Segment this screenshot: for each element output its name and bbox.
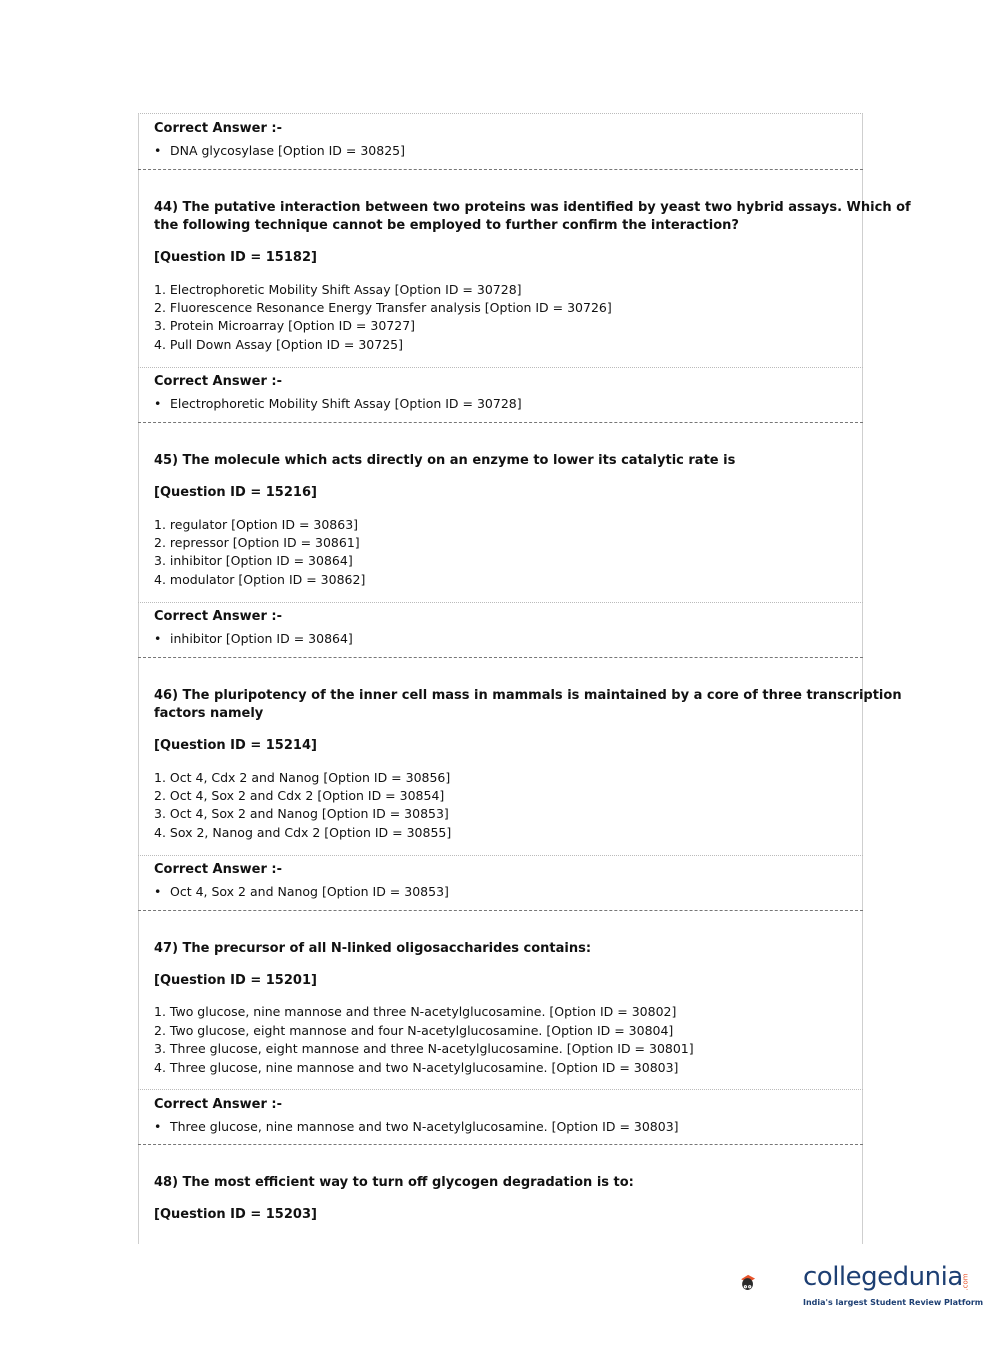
divider bbox=[138, 169, 863, 170]
separator bbox=[138, 602, 863, 603]
question-44-answer-heading: Correct Answer :- bbox=[154, 374, 282, 389]
divider bbox=[138, 1144, 863, 1145]
question-46-answer: • Oct 4, Sox 2 and Nanog [Option ID = 30853] bbox=[154, 884, 449, 899]
question-44-answer: • Electrophoretic Mobility Shift Assay [Option ID = 30728] bbox=[154, 396, 522, 411]
question-46-option: 3. Oct 4, Sox 2 and Nanog [Option ID = 30853] bbox=[154, 806, 449, 821]
question-48-id: [Question ID = 15203] bbox=[154, 1207, 317, 1222]
question-44-title-cont: the following technique cannot be employed to further confirm the interaction? bbox=[154, 218, 739, 233]
question-44-title: 44) The putative interaction between two proteins was identified by yeast two hybrid assays. Which of bbox=[154, 200, 911, 215]
question-45-answer: • inhibitor [Option ID = 30864] bbox=[154, 631, 353, 646]
question-47-option: 1. Two glucose, nine mannose and three N-acetylglucosamine. [Option ID = 30802] bbox=[154, 1004, 677, 1019]
question-46-answer-heading: Correct Answer :- bbox=[154, 862, 282, 877]
question-48-title: 48) The most efficient way to turn off glycogen degradation is to: bbox=[154, 1175, 634, 1190]
question-47-option: 4. Three glucose, nine mannose and two N-acetylglucosamine. [Option ID = 30803] bbox=[154, 1060, 679, 1075]
question-46-option: 4. Sox 2, Nanog and Cdx 2 [Option ID = 30855] bbox=[154, 825, 452, 840]
question-47-id: [Question ID = 15201] bbox=[154, 973, 317, 988]
question-46-option: 1. Oct 4, Cdx 2 and Nanog [Option ID = 30856] bbox=[154, 770, 451, 785]
question-46-option: 2. Oct 4, Sox 2 and Cdx 2 [Option ID = 30854] bbox=[154, 788, 445, 803]
logo-tagline: India's largest Student Review Platform bbox=[803, 1298, 984, 1307]
question-47-option: 2. Two glucose, eight mannose and four N-acetylglucosamine. [Option ID = 30804] bbox=[154, 1023, 674, 1038]
question-44-option: 1. Electrophoretic Mobility Shift Assay [Option ID = 30728] bbox=[154, 282, 522, 297]
question-44-option: 2. Fluorescence Resonance Energy Transfer analysis [Option ID = 30726] bbox=[154, 300, 612, 315]
question-46-title: 46) The pluripotency of the inner cell mass in mammals is maintained by a core of three transcription bbox=[154, 688, 902, 703]
question-46-title-cont: factors namely bbox=[154, 706, 264, 721]
collegedunia-mascot-icon bbox=[740, 1247, 802, 1319]
divider bbox=[138, 422, 863, 423]
separator bbox=[138, 367, 863, 368]
separator bbox=[138, 1089, 863, 1090]
question-47-answer: • Three glucose, nine mannose and two N-acetylglucosamine. [Option ID = 30803] bbox=[154, 1119, 679, 1134]
question-47-title: 47) The precursor of all N-linked oligosaccharides contains: bbox=[154, 941, 592, 956]
prev-answer-heading: Correct Answer :- bbox=[154, 121, 282, 136]
question-45-title: 45) The molecule which acts directly on an enzyme to lower its catalytic rate is bbox=[154, 453, 736, 468]
question-44-id: [Question ID = 15182] bbox=[154, 250, 317, 265]
divider bbox=[138, 657, 863, 658]
separator bbox=[138, 855, 863, 856]
question-47-answer-heading: Correct Answer :- bbox=[154, 1097, 282, 1112]
question-45-answer-heading: Correct Answer :- bbox=[154, 609, 282, 624]
question-46-id: [Question ID = 15214] bbox=[154, 738, 317, 753]
question-45-option: 3. inhibitor [Option ID = 30864] bbox=[154, 553, 353, 568]
question-45-id: [Question ID = 15216] bbox=[154, 485, 317, 500]
logo-text: collegedunia bbox=[803, 1262, 963, 1292]
divider bbox=[138, 910, 863, 911]
question-47-option: 3. Three glucose, eight mannose and three N-acetylglucosamine. [Option ID = 30801] bbox=[154, 1041, 694, 1056]
question-44-option: 3. Protein Microarray [Option ID = 30727] bbox=[154, 318, 416, 333]
question-45-option: 2. repressor [Option ID = 30861] bbox=[154, 535, 360, 550]
question-44-option: 4. Pull Down Assay [Option ID = 30725] bbox=[154, 337, 403, 352]
question-45-option: 4. modulator [Option ID = 30862] bbox=[154, 572, 366, 587]
prev-answer-item: • DNA glycosylase [Option ID = 30825] bbox=[154, 143, 405, 158]
question-45-option: 1. regulator [Option ID = 30863] bbox=[154, 517, 359, 532]
logo-suffix: .com bbox=[961, 1273, 970, 1291]
